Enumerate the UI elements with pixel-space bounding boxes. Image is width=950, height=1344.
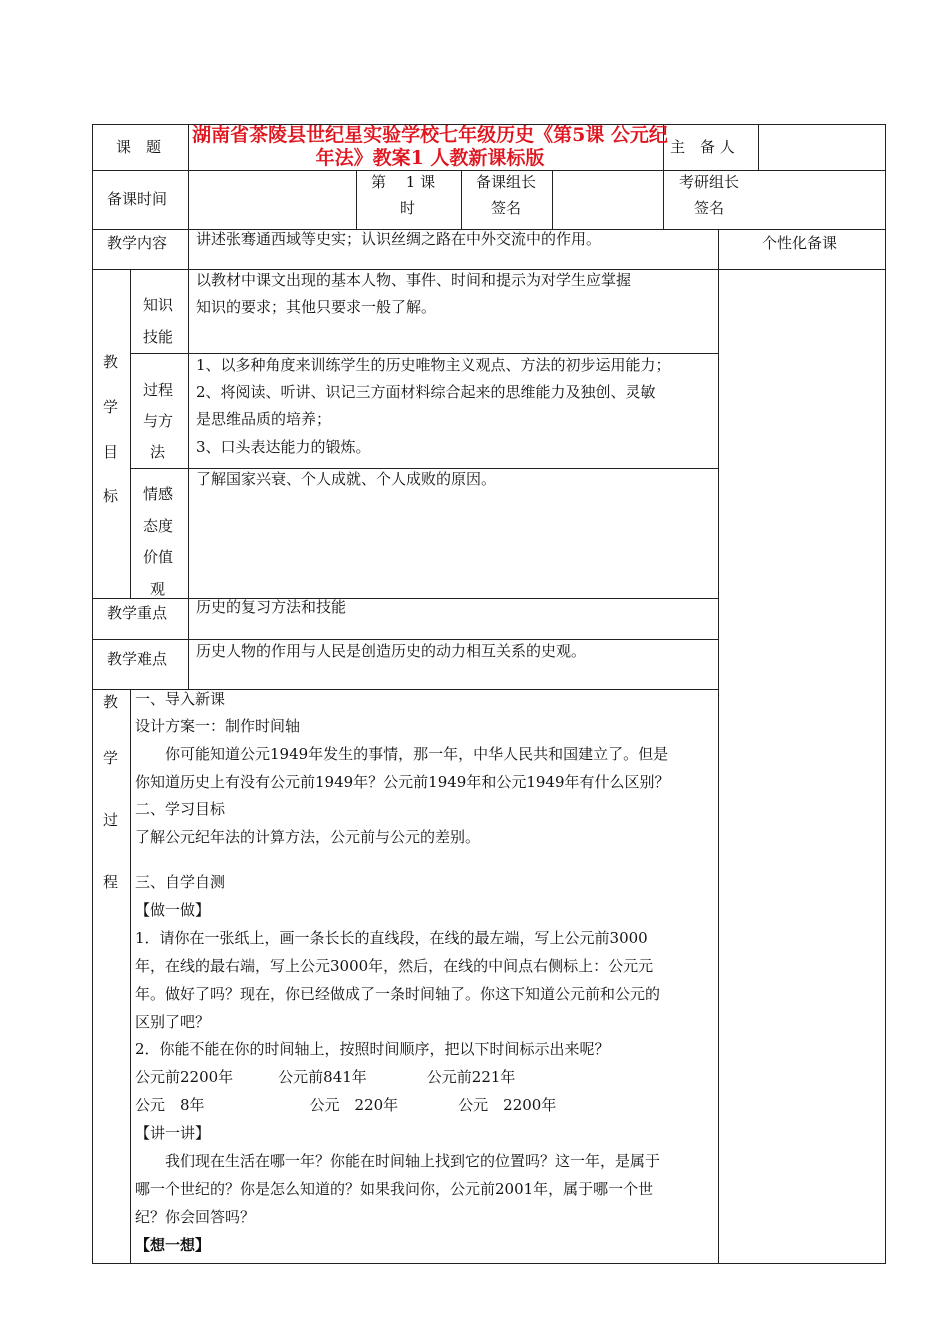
process-line: 公元前2200年 公元前841年 公元前221年 [135, 1068, 516, 1086]
label-line: 过程 [143, 381, 174, 399]
text-line: 2、将阅读、听讲、识记三方面材料综合起来的思维能力及独创、灵敏 [196, 383, 656, 401]
process-line: 区别了吧？ [135, 1013, 211, 1031]
goals-label-char: 目 [103, 443, 119, 461]
process-label-char: 教 [103, 693, 119, 711]
emotion-values-text: 了解国家兴衰、个人成就、个人成败的原因。 [196, 470, 497, 488]
goals-label-char: 学 [103, 398, 119, 416]
process-line: 你知道历史上有没有公元前1949年？公元前1949年和公元1949年有什么区别？ [135, 773, 670, 791]
personal-prep-label: 个性化备课 [762, 234, 838, 252]
process-line: 了解公元纪年法的计算方法，公元前与公元的差别。 [135, 828, 481, 846]
difficulties-text: 历史人物的作用与人民是创造历史的动力相互关系的史观。 [196, 642, 587, 660]
key-points-label: 教学重点 [107, 604, 168, 622]
text-line: 以教材中课文出现的基本人物、事件、时间和提示为对学生应掌握 [196, 271, 632, 289]
label-line: 情感 [143, 485, 174, 503]
label-line: 法 [150, 443, 166, 461]
label-line: 与方 [143, 412, 174, 430]
goals-label-char: 教 [103, 353, 119, 371]
process-line: 公元 8年 公元 220年 公元 2200年 [135, 1096, 557, 1114]
difficulties-label: 教学难点 [107, 650, 168, 668]
label-line: 价值 [143, 548, 174, 566]
research-leader-label-line1: 考研组长 [679, 173, 740, 191]
lesson-number-label-line1: 第 1 课 [371, 173, 436, 191]
process-line: 我们现在生活在哪一年？你能在时间轴上找到它的位置吗？这一年，是属于 [135, 1152, 661, 1170]
topic-label: 课 题 [116, 138, 162, 156]
document-title: 湖南省茶陵县世纪星实验学校七年级历史《第5课 公元纪年法》教案1 人教新课标版 [192, 124, 668, 169]
label-line: 知识 [143, 296, 174, 314]
process-line: 【想一想】 [135, 1236, 211, 1254]
goals-label-char: 标 [103, 487, 119, 505]
content-label: 教学内容 [107, 234, 168, 252]
process-line: 纪？你会回答吗？ [135, 1208, 256, 1226]
process-line: 三、自学自测 [135, 873, 226, 891]
label-line: 态度 [143, 517, 174, 535]
process-line: 1．请你在一张纸上，画一条长长的直线段，在线的最左端，写上公元前3000 [135, 929, 648, 947]
group-leader-label-line1: 备课组长 [476, 173, 537, 191]
process-line: 2．你能不能在你的时间轴上，按照时间顺序，把以下时间标示出来呢？ [135, 1040, 610, 1058]
process-label-char: 学 [103, 749, 119, 767]
process-label-char: 过 [103, 811, 119, 829]
process-line: 你可能知道公元1949年发生的事情，那一年，中华人民共和国建立了。但是 [135, 745, 669, 763]
key-points-text: 历史的复习方法和技能 [196, 598, 347, 616]
content-text: 讲述张骞通西域等史实；认识丝绸之路在中外交流中的作用。 [196, 230, 602, 248]
lesson-number-label-line2: 时 [400, 199, 416, 217]
process-line: 设计方案一：制作时间轴 [135, 717, 301, 735]
label-line: 观 [150, 580, 166, 598]
process-label-char: 程 [103, 873, 119, 891]
text-line: 3、口头表达能力的锻炼。 [196, 438, 371, 456]
prep-time-label: 备课时间 [107, 190, 168, 208]
process-line: 一、导入新课 [135, 690, 226, 708]
research-leader-label-line2: 签名 [694, 199, 725, 217]
text-line: 知识的要求；其他只要求一般了解。 [196, 298, 437, 316]
group-leader-label-line2: 签名 [491, 199, 522, 217]
process-line: 哪一个世纪的？你是怎么知道的？如果我问你，公元前2001年，属于哪一个世 [135, 1180, 654, 1198]
process-line: 【讲一讲】 [135, 1124, 211, 1142]
main-preparer-label: 主 备 人 [670, 138, 735, 156]
label-line: 技能 [143, 328, 174, 346]
text-line: 1、以多种角度来训练学生的历史唯物主义观点、方法的初步运用能力； [196, 356, 671, 374]
process-line: 【做一做】 [135, 901, 211, 919]
process-line: 年，在线的最右端，写上公元3000年，然后，在线的中间点右侧标上：公元元 [135, 957, 654, 975]
process-line: 二、学习目标 [135, 800, 226, 818]
process-line: 年。做好了吗？现在，你已经做成了一条时间轴了。你这下知道公元前和公元的 [135, 985, 661, 1003]
text-line: 是思维品质的培养； [196, 410, 332, 428]
